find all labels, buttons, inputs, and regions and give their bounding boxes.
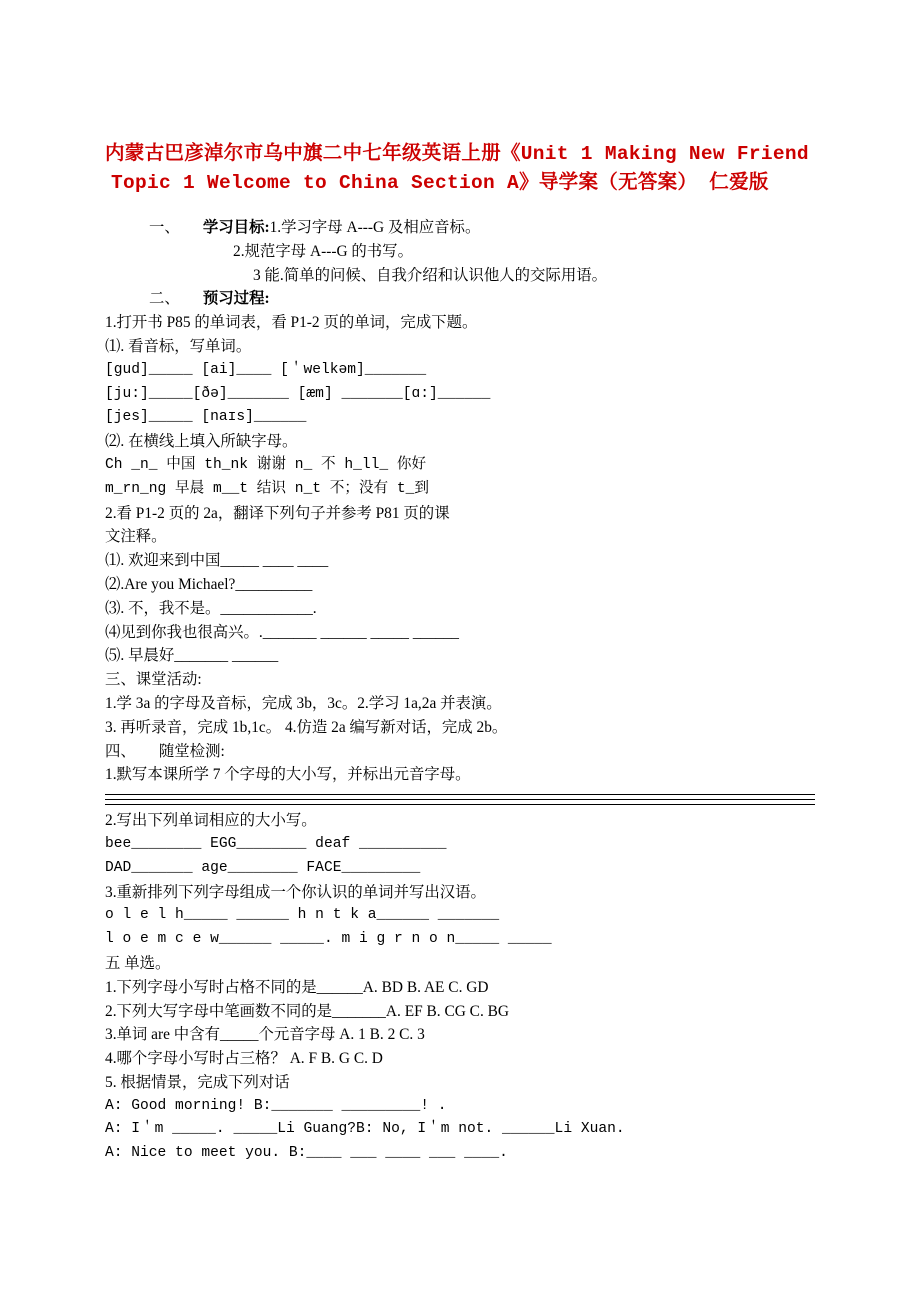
- question-1: 1.下列字母小写时占格不同的是______A. BD B. AE C. GD: [105, 978, 489, 996]
- section-1-item-1: 1.学习字母 A---G 及相应音标。: [269, 219, 481, 236]
- question-2: 2.下列大写字母中笔画数不同的是_______A. EF B. CG C. BG: [105, 1002, 510, 1020]
- section-1-header: [105, 216, 815, 240]
- section-4-header: [105, 740, 815, 764]
- question-4: 4.哪个字母小写时占三格？ A. F B. G C. D: [105, 1050, 383, 1068]
- section-4-label: 四、: [105, 742, 136, 760]
- section-3-line-2: 3. 再听录音，完成 1b,1c。 4.仿造 2a 编写新对话，完成 2b。: [105, 718, 508, 736]
- scramble-line-2: l o e m c e w______ _____. m i g r n o n_____ _____: [105, 931, 552, 948]
- answer-ruled-lines: [105, 794, 815, 805]
- phonetic-line-2: [ju:]_____[ðə]_______ [æm] _______[ɑ:]______: [105, 385, 491, 402]
- question-5: 5. 根据情景，完成下列对话: [105, 1073, 290, 1091]
- section-4-line-3: 3.重新排列下列字母组成一个你认识的单词并写出汉语。: [105, 883, 486, 901]
- ruled-line: [105, 794, 815, 795]
- section-1-item-2: 2.规范字母 A---G 的书写。: [233, 242, 413, 260]
- phonetic-line-1: [gud]_____ [ai]____ [＇welkəm]_______: [105, 361, 427, 378]
- section-1-label: 一、: [149, 219, 180, 236]
- translate-item-4: ⑷见到你我也很高兴。._______ ______ _____ ______: [105, 623, 459, 641]
- translate-item-3: ⑶. 不，我不是。____________.: [105, 599, 317, 617]
- fill-blank-line-1: Ch _n_ 中国 th_nk 谢谢 n_ 不 h_ll_ 你好: [105, 456, 427, 473]
- section-5-heading: 五 单选。: [105, 954, 171, 972]
- section-4-line-2: 2.写出下列单词相应的大小写。: [105, 812, 317, 830]
- translate-item-2: ⑵.Are you Michael?__________: [105, 575, 313, 593]
- title-line-2: Topic 1 Welcome to China Section A》导学案（无答案） 仁爱版: [111, 172, 769, 194]
- section-1-item-3: 3 能.简单的问候、自我介绍和认识他人的交际用语。: [253, 266, 607, 284]
- section-2-label: 二、: [149, 290, 180, 308]
- case-line-1: bee________ EGG________ deaf __________: [105, 835, 447, 852]
- document-body: [105, 216, 815, 1166]
- case-line-2: DAD_______ age________ FACE_________: [105, 859, 421, 876]
- section-3-heading: 三、课堂活动:: [105, 671, 202, 689]
- section-4-heading: 随堂检测:: [158, 742, 225, 760]
- ruled-line: [105, 804, 815, 805]
- translate-item-5: ⑸. 早晨好_______ ______: [105, 647, 279, 665]
- section-2-heading: 预习过程:: [202, 290, 270, 308]
- section-2-line-1: 1.打开书 P85 的单词表，看 P1-2 页的单词，完成下题。: [105, 314, 478, 332]
- section-2-line-4: 2.看 P1-2 页的 2a，翻译下列句子并参考 P81 页的课: [105, 504, 450, 522]
- ruled-line: [105, 799, 815, 800]
- question-3: 3.单词 are 中含有_____个元音字母 A. 1 B. 2 C. 3: [105, 1026, 425, 1044]
- page-title: [105, 140, 815, 198]
- section-2-line-5: 文注释。: [105, 528, 167, 546]
- section-2-header: [105, 287, 815, 311]
- section-3-line-1: 1.学 3a 的字母及音标，完成 3b，3c。2.学习 1a,2a 并表演。: [105, 694, 502, 712]
- section-4-line-1: 1.默写本课所学 7 个字母的大小写，并标出元音字母。: [105, 766, 471, 784]
- title-line-1: 内蒙古巴彦淖尔市乌中旗二中七年级英语上册《Unit 1 Making New Friend: [105, 143, 809, 165]
- scramble-line-1: o l e l h_____ ______ h n t k a______ _______: [105, 907, 500, 924]
- fill-blank-line-2: m_rn_ng 早晨 m__t 结识 n_t 不；没有 t_到: [105, 480, 430, 497]
- dialogue-line-1: A: Good morning! B:_______ _________! .: [105, 1097, 447, 1114]
- phonetic-line-3: [jes]_____ [naɪs]______: [105, 409, 307, 426]
- section-2-line-2: ⑴. 看音标，写单词。: [105, 337, 252, 355]
- dialogue-line-2: A: I＇m _____. _____Li Guang?B: No, I＇m not. ______Li Xuan.: [105, 1121, 625, 1138]
- section-2-line-3: ⑵. 在横线上填入所缺字母。: [105, 433, 298, 451]
- section-1-heading: 学习目标:: [202, 219, 270, 236]
- translate-item-1: ⑴. 欢迎来到中国_____ ____ ____: [105, 552, 329, 570]
- dialogue-line-3: A: Nice to meet you. B:____ ___ ____ ___ ____.: [105, 1145, 508, 1162]
